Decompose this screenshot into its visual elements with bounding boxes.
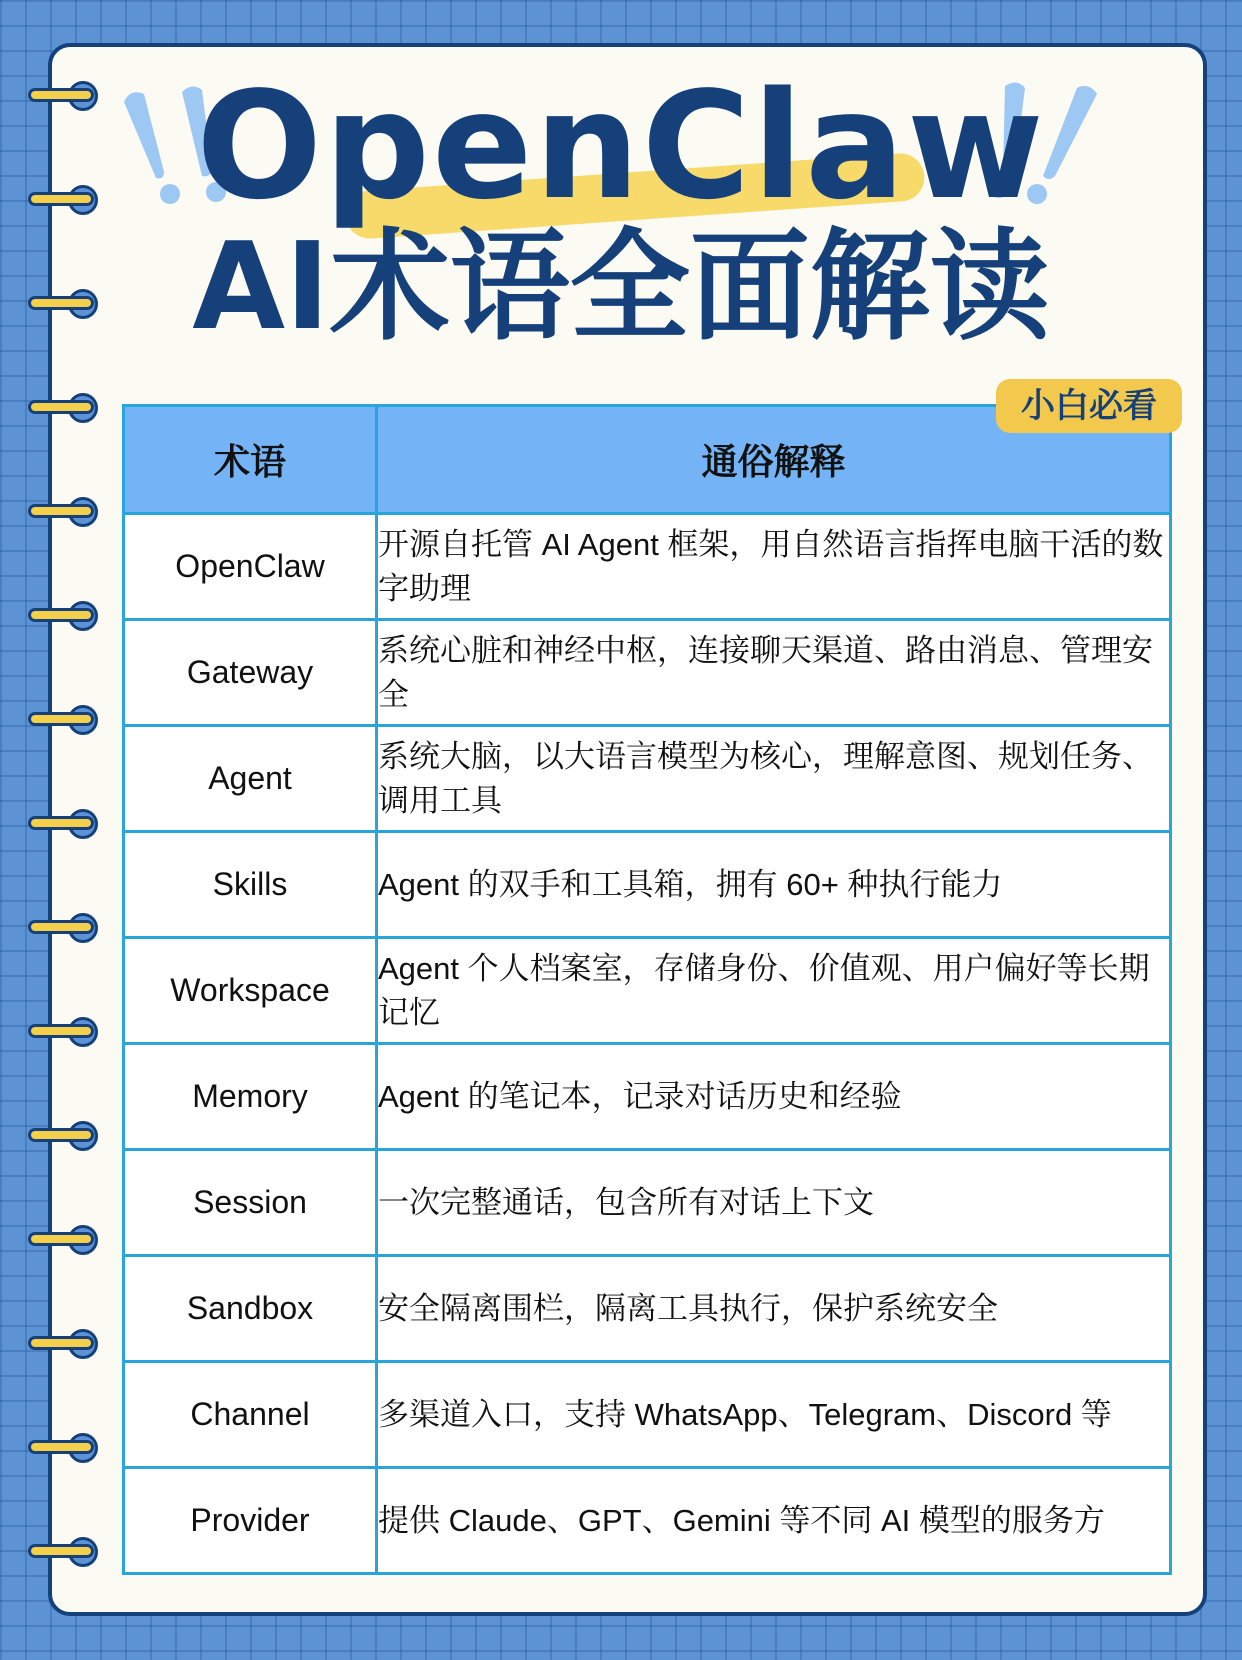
binder-ring-icon <box>28 704 92 736</box>
table-row <box>124 1044 1171 1150</box>
binder-ring-icon <box>28 1016 92 1048</box>
binder-ring-icon <box>28 808 92 840</box>
term-cell: Sandbox <box>124 1256 377 1362</box>
table-row <box>124 1362 1171 1468</box>
table-row <box>124 726 1171 832</box>
term-cell: Workspace <box>124 938 377 1044</box>
binder-ring-icon <box>28 496 92 528</box>
definition-cell: Agent 个人档案室，存储身份、价值观、用户偏好等长期记忆 <box>377 938 1171 1044</box>
term-cell: Channel <box>124 1362 377 1468</box>
binder-ring-icon <box>28 392 92 424</box>
binder-ring-icon <box>28 1224 92 1256</box>
term-cell: Skills <box>124 832 377 938</box>
binder-ring-icon <box>28 1432 92 1464</box>
definition-cell: 多渠道入口，支持 WhatsApp、Telegram、Discord 等 <box>377 1362 1171 1468</box>
page-title: OpenClaw <box>196 60 1046 232</box>
term-cell: Memory <box>124 1044 377 1150</box>
term-cell: Agent <box>124 726 377 832</box>
table-row <box>124 514 1171 620</box>
binder-ring-icon <box>28 1328 92 1360</box>
definition-cell: 一次完整通话，包含所有对话上下文 <box>377 1150 1171 1256</box>
page-subtitle: AI术语全面解读 <box>192 218 1050 357</box>
definition-cell: 提供 Claude、GPT、Gemini 等不同 AI 模型的服务方 <box>377 1468 1171 1574</box>
definition-cell: 安全隔离围栏，隔离工具执行，保护系统安全 <box>377 1256 1171 1362</box>
definition-cell: 系统心脏和神经中枢，连接聊天渠道、路由消息、管理安全 <box>377 620 1171 726</box>
term-cell: OpenClaw <box>124 514 377 620</box>
term-cell: Session <box>124 1150 377 1256</box>
binder-ring-icon <box>28 1536 92 1568</box>
term-cell: Gateway <box>124 620 377 726</box>
column-header-definition: 通俗解释 <box>377 406 1171 514</box>
column-header-term: 术语 <box>124 406 377 514</box>
term-cell: Provider <box>124 1468 377 1574</box>
terms-table <box>122 404 1172 1575</box>
definition-cell: Agent 的双手和工具箱，拥有 60+ 种执行能力 <box>377 832 1171 938</box>
table-row <box>124 620 1171 726</box>
binder-ring-icon <box>28 912 92 944</box>
table-row <box>124 832 1171 938</box>
definition-cell: 开源自托管 AI Agent 框架，用自然语言指挥电脑干活的数字助理 <box>377 514 1171 620</box>
table-row <box>124 1468 1171 1574</box>
beginner-badge: 小白必看 <box>996 379 1182 433</box>
table-row <box>124 1150 1171 1256</box>
table-row <box>124 938 1171 1044</box>
definition-cell: Agent 的笔记本，记录对话历史和经验 <box>377 1044 1171 1150</box>
table-row <box>124 1256 1171 1362</box>
binder-ring-icon <box>28 1120 92 1152</box>
definition-cell: 系统大脑，以大语言模型为核心，理解意图、规划任务、调用工具 <box>377 726 1171 832</box>
binder-ring-icon <box>28 600 92 632</box>
